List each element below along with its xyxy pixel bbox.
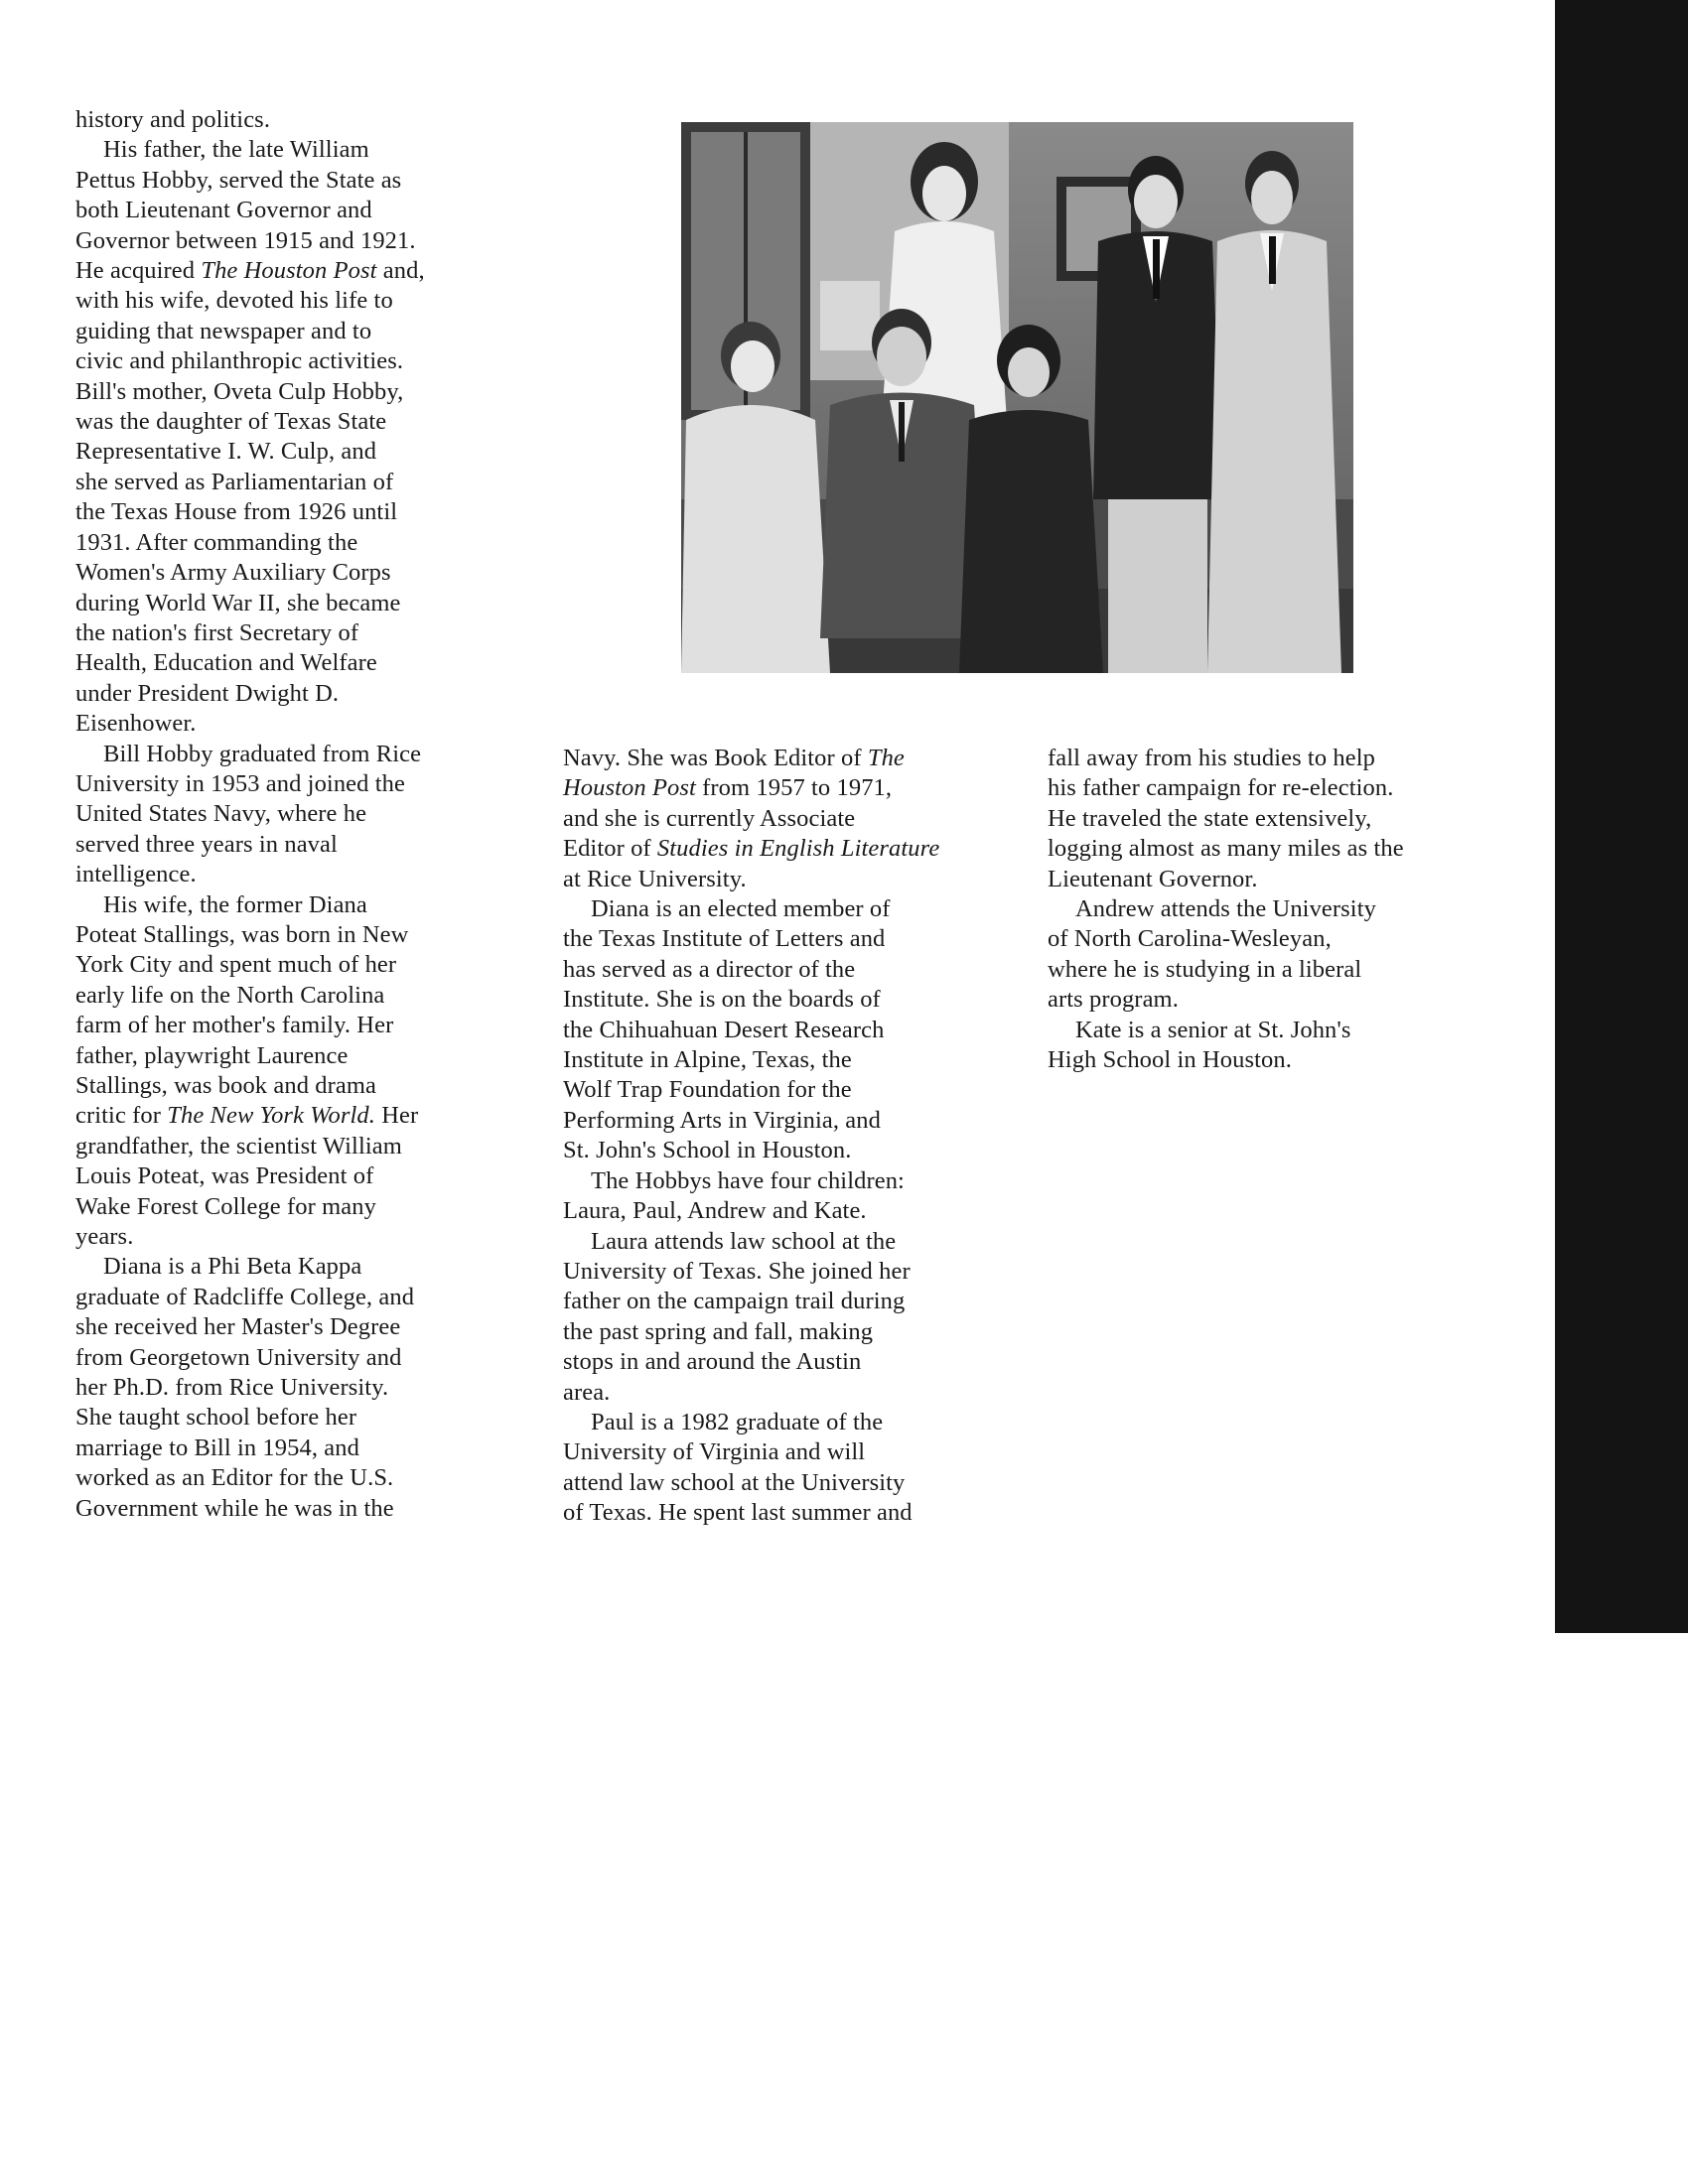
text-line: Houston Post from 1957 to 1971, <box>563 774 893 802</box>
text-line: critic for The New York World. Her <box>75 1102 419 1130</box>
newspaper-title: Houston Post <box>563 774 696 802</box>
text-line: He traveled the state extensively, <box>1048 804 1372 832</box>
text-column-2 <box>563 744 1000 1529</box>
black-edge-tab <box>1555 0 1688 1633</box>
text-line: the nation's first Secretary of <box>75 618 359 646</box>
text-line: Bill Hobby graduated from Rice <box>103 740 422 767</box>
text-line: area. <box>563 1378 611 1406</box>
text-line: Diana is an elected member of <box>591 895 891 923</box>
text-line: Governor between 1915 and 1921. <box>75 226 416 254</box>
text-line: Institute. She is on the boards of <box>563 986 881 1014</box>
text-line: father, playwright Laurence <box>75 1041 349 1069</box>
text-line: history and politics. <box>75 106 271 133</box>
text-line: St. John's School in Houston. <box>563 1137 852 1164</box>
text-line: Wake Forest College for many <box>75 1192 376 1220</box>
text-line: the Texas House from 1926 until <box>75 498 398 526</box>
text-line: served three years in naval <box>75 830 338 858</box>
text-line: Louis Poteat, was President of <box>75 1162 374 1190</box>
text-line: Laura, Paul, Andrew and Kate. <box>563 1197 867 1225</box>
newspaper-title: The <box>867 745 905 771</box>
text-line: Poteat Stallings, was born in New <box>75 920 409 948</box>
text-line: His father, the late William <box>103 136 369 164</box>
text-line: University in 1953 and joined the <box>75 769 405 797</box>
text-column-3 <box>1048 744 1484 1075</box>
newspaper-title: The Houston Post <box>201 257 377 285</box>
text-line: the past spring and fall, making <box>563 1317 874 1345</box>
text-line: with his wife, devoted his life to <box>75 287 393 315</box>
text-line: civic and philanthropic activities. <box>75 347 404 375</box>
text-line: her Ph.D. from Rice University. <box>75 1374 389 1402</box>
text-line: High School in Houston. <box>1048 1046 1292 1074</box>
text-line: fall away from his studies to help <box>1048 745 1375 771</box>
text-line: graduate of Radcliffe College, and <box>75 1283 415 1310</box>
text-line: University of Texas. She joined her <box>563 1257 911 1285</box>
text-line: was the daughter of Texas State <box>75 408 387 436</box>
text-line: attend law school at the University <box>563 1468 906 1496</box>
text-line: The Hobbys have four children: <box>591 1166 905 1194</box>
family-photograph-illustration <box>681 122 1353 673</box>
text-line: both Lieutenant Governor and <box>75 197 372 224</box>
text-line: Paul is a 1982 graduate of the <box>591 1408 884 1435</box>
text-line: She taught school before her <box>75 1404 357 1432</box>
text-line: of North Carolina-Wesleyan, <box>1048 925 1332 953</box>
text-line: of Texas. He spent last summer and <box>563 1499 913 1527</box>
text-line: she received her Master's Degree <box>75 1313 401 1341</box>
text-line: the Chihuahuan Desert Research <box>563 1016 885 1043</box>
text-column-1 <box>75 105 512 1524</box>
text-line: has served as a director of the <box>563 955 856 983</box>
text-line: and she is currently Associate <box>563 804 856 832</box>
text-line: Bill's mother, Oveta Culp Hobby, <box>75 377 404 405</box>
text-line: during World War II, she became <box>75 589 401 616</box>
text-line: Eisenhower. <box>75 710 197 738</box>
text-line: Performing Arts in Virginia, and <box>563 1106 881 1134</box>
text-line: logging almost as many miles as the <box>1048 835 1404 863</box>
family-photograph <box>681 122 1353 673</box>
text-line: Navy. She was Book Editor of The <box>563 745 905 771</box>
text-line: United States Navy, where he <box>75 800 367 828</box>
text-line: Andrew attends the University <box>1075 895 1376 923</box>
text-line: she served as Parliamentarian of <box>75 468 394 495</box>
text-line: Institute in Alpine, Texas, the <box>563 1046 852 1074</box>
journal-title: Studies in English Literature <box>656 835 940 863</box>
text-line: Pettus Hobby, served the State as <box>75 166 402 194</box>
text-line: at Rice University. <box>563 865 747 892</box>
text-line: Government while he was in the <box>75 1494 394 1522</box>
text-line: where he is studying in a liberal <box>1048 955 1362 983</box>
text-line: Health, Education and Welfare <box>75 649 377 677</box>
text-line: intelligence. <box>75 861 197 888</box>
text-line: University of Virginia and will <box>563 1438 866 1466</box>
newspaper-title: The New York World. <box>167 1102 375 1130</box>
text-line: father on the campaign trail during <box>563 1288 906 1315</box>
text-line: Editor of Studies in English Literature <box>563 835 940 863</box>
text-line: Women's Army Auxiliary Corps <box>75 559 391 587</box>
text-line: worked as an Editor for the U.S. <box>75 1464 394 1492</box>
text-line: stops in and around the Austin <box>563 1348 862 1376</box>
text-line: 1931. After commanding the <box>75 528 358 556</box>
text-line: early life on the North Carolina <box>75 981 385 1009</box>
text-line: under President Dwight D. <box>75 679 340 707</box>
text-line: the Texas Institute of Letters and <box>563 925 886 953</box>
text-line: York City and spent much of her <box>75 951 397 979</box>
text-line: his father campaign for re-election. <box>1048 774 1394 802</box>
text-line: Kate is a senior at St. John's <box>1075 1016 1351 1043</box>
text-line: Laura attends law school at the <box>591 1227 897 1255</box>
text-line: Stallings, was book and drama <box>75 1072 376 1099</box>
text-line: guiding that newspaper and to <box>75 317 372 344</box>
text-line: His wife, the former Diana <box>103 890 367 918</box>
text-line: from Georgetown University and <box>75 1343 402 1371</box>
text-line: years. <box>75 1223 134 1251</box>
text-line: farm of her mother's family. Her <box>75 1012 394 1039</box>
text-line: grandfather, the scientist William <box>75 1132 402 1160</box>
text-line: Lieutenant Governor. <box>1048 865 1258 892</box>
text-line: Representative I. W. Culp, and <box>75 438 377 466</box>
text-line: marriage to Bill in 1954, and <box>75 1433 359 1461</box>
text-line: He acquired The Houston Post and, <box>75 257 425 285</box>
text-line: Wolf Trap Foundation for the <box>563 1076 852 1104</box>
text-line: Diana is a Phi Beta Kappa <box>103 1253 362 1281</box>
text-line: arts program. <box>1048 986 1179 1014</box>
